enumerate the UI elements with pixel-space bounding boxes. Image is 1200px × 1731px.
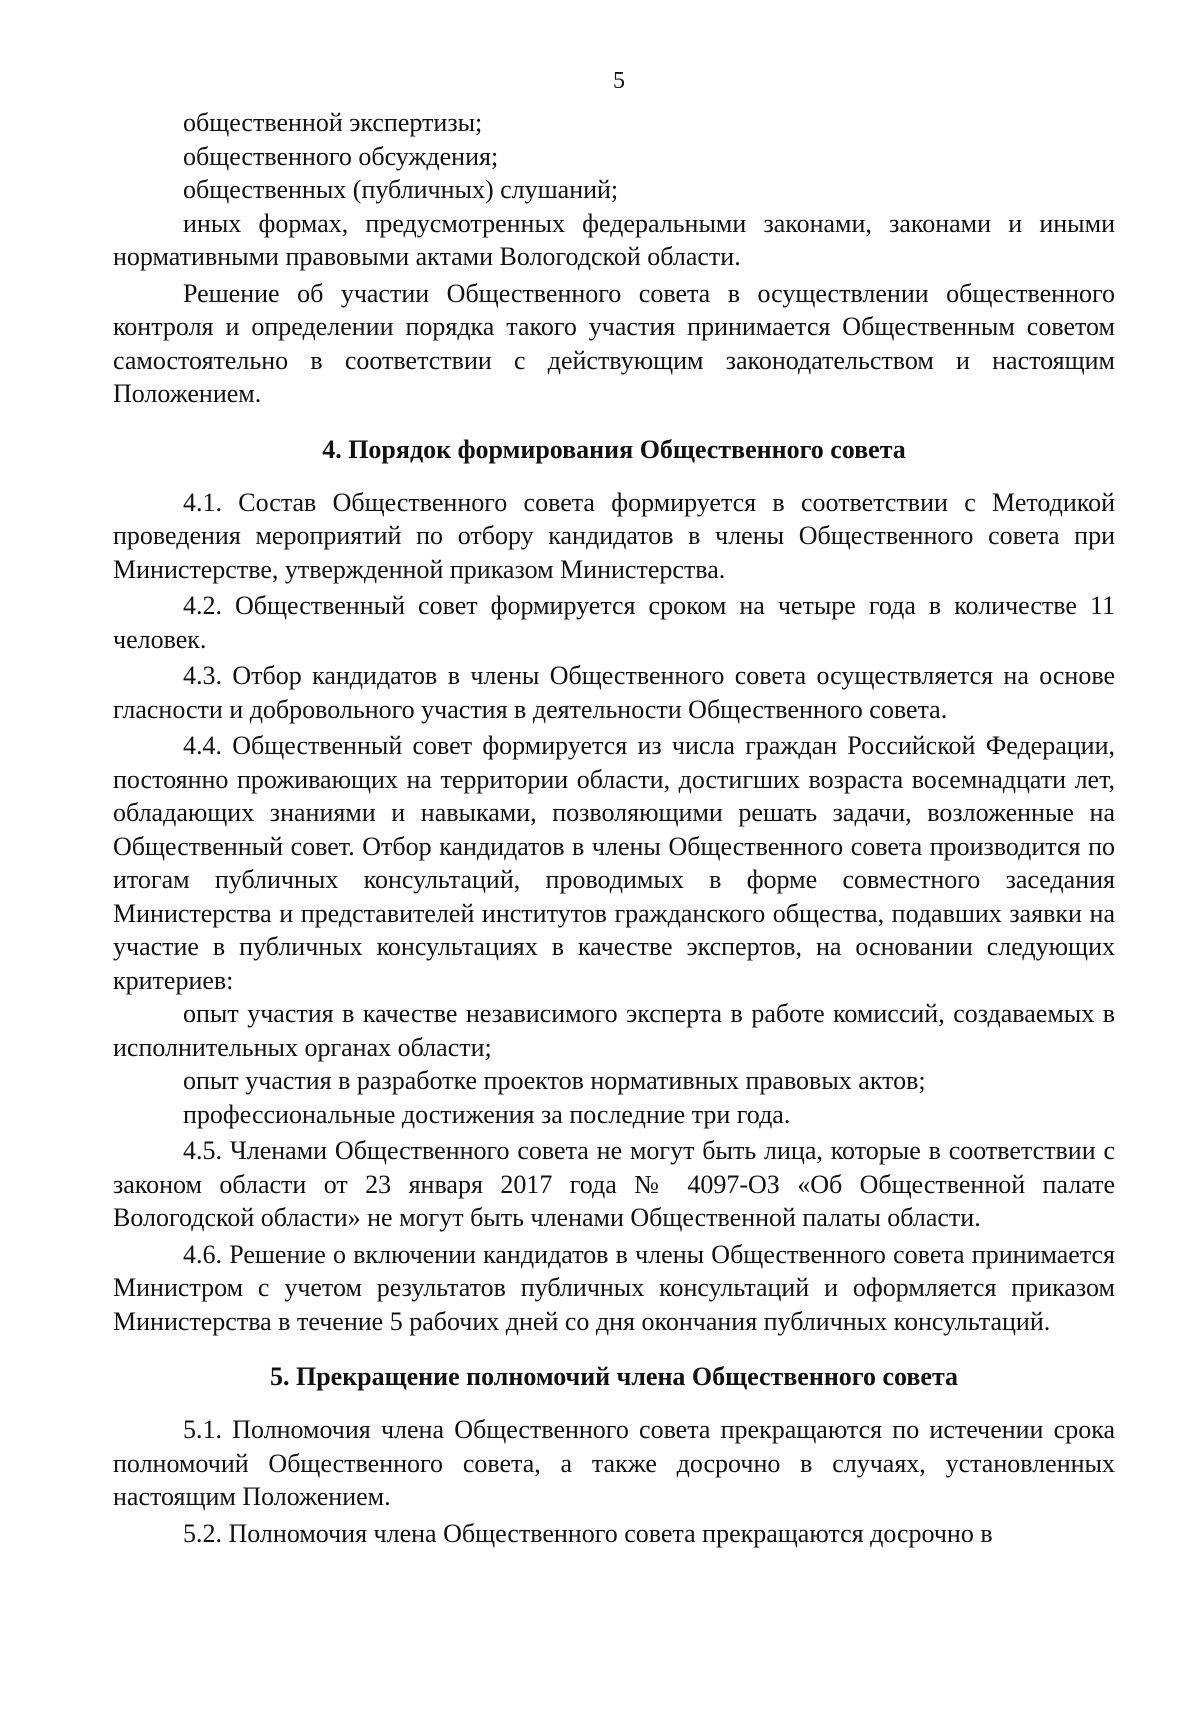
intro-paragraph-decision: Решение об участии Общественного совета в осуществлении общественного контроля и определении порядка такого участия принимается Общественным советом самостоятельно в соответствии с действующим законодательством и настоящим Положением. bbox=[113, 278, 1115, 408]
paragraph-4-4: 4.4. Общественный совет формируется из числа граждан Российской Федерации, постоянно проживающих на территории области, достигших возраста восемнадцати лет, обладающих знаниями и навыками, позволяющими решать задачи, возложенные на Общественный совет. Отбор кандидатов в члены Общественного совета производится по итогам публичных консультаций, проводимых в форме совместного заседания Министерства и представителей институтов гражданского общества, подавших заявки на участие в публичных консультациях в качестве экспертов, на основании следующих критериев: bbox=[113, 731, 1115, 995]
criterion-achievements: профессиональные достижения за последние три года. bbox=[183, 1099, 791, 1129]
paragraph-5-1: 5.1. Полномочия члена Общественного совета прекращаются по истечении срока полномочий Общественного совета, а также досрочно в случаях, установленных настоящим Положением. bbox=[113, 1415, 1115, 1511]
intro-item-other-forms: иных формах, предусмотренных федеральными законами, законами и иными нормативными правовыми актами Вологодской области. bbox=[113, 208, 1115, 271]
criterion-expert-experience: опыт участия в качестве независимого эксперта в работе комиссий, создаваемых в исполнительных органах области; bbox=[113, 999, 1115, 1062]
criterion-drafting-experience: опыт участия в разработке проектов нормативных правовых актов; bbox=[183, 1066, 926, 1095]
page-number: 5 bbox=[613, 68, 625, 94]
section-5-heading: 5. Прекращение полномочий члена Общественного совета bbox=[269, 1362, 959, 1391]
paragraph-4-2: 4.2. Общественный совет формируется сроком на четыре года в количестве 11 человек. bbox=[113, 591, 1115, 654]
intro-item-hearings: общественных (публичных) слушаний; bbox=[183, 175, 619, 204]
intro-item-expertise: общественной экспертизы; bbox=[183, 108, 483, 137]
paragraph-4-1: 4.1. Состав Общественного совета формируется в соответствии с Методикой проведения мероприятий по отбору кандидатов в члены Общественного совета при Министерстве, утвержденной приказом Министерства. bbox=[113, 487, 1115, 584]
paragraph-4-3: 4.3. Отбор кандидатов в члены Общественного совета осуществляется на основе гласности и добровольного участия в деятельности Общественного совета. bbox=[113, 661, 1115, 724]
paragraph-5-2: 5.2. Полномочия члена Общественного совета прекращаются досрочно в bbox=[183, 1518, 993, 1548]
intro-item-discussion: общественного обсуждения; bbox=[183, 141, 499, 171]
paragraph-4-6: 4.6. Решение о включении кандидатов в члены Общественного совета принимается Министром с учетом результатов публичных консультаций и оформляется приказом Министерства в течение 5 рабочих дней со дня окончания публичных консультаций. bbox=[113, 1239, 1115, 1336]
section-4-heading: 4. Порядок формирования Общественного совета bbox=[322, 434, 906, 464]
paragraph-4-5: 4.5. Членами Общественного совета не могут быть лица, которые в соответствии с законом области от 23 января 2017 года № 4097-ОЗ «Об Общественной палате Вологодской области» не могут быть членами Общественной палаты области. bbox=[113, 1136, 1115, 1232]
